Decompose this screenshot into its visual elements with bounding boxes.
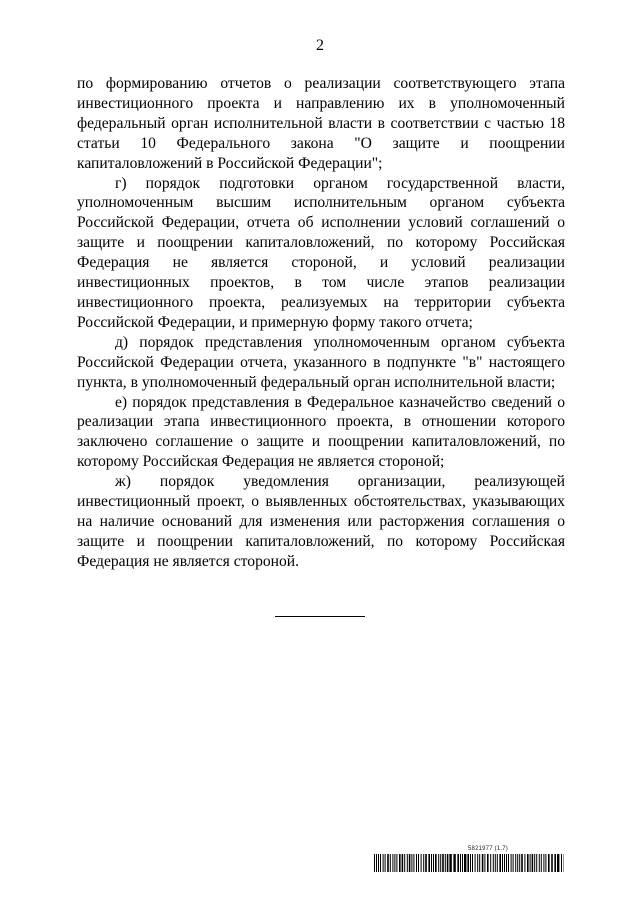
- paragraph-item-d: д) порядок представления уполномоченным органом субъекта Российской Федерации отчета, указанного в подпункте "в" настоящего пункта, в уполномоченный федеральный орган исполнительной власти;: [77, 333, 565, 391]
- barcode-bar: [449, 854, 451, 872]
- barcode-bar: [467, 854, 469, 872]
- paragraph-continuation: по формированию отчетов о реализации соответствующего этапа инвестиционного проекта и направлению их в уполномоченный федеральный орган исполнительной власти в соответствии с частью 18 статьи 10 Федерального закона "О защите и поощрении капиталовложений в Российской Федерации";: [77, 75, 565, 172]
- paragraph-item-g: г) порядок подготовки органом государственной власти, уполномоченным высшим исполнительным органом субъекта Российской Федерации, отчета об исполнении условий соглашений о защите и поощрении капиталовложений, по которому Российская Федерация не является стороной, и условий реализации инвестиционных проектов, в том числе этапов реализации инвестиционного проекта, реализуемых на территории субъекта Российской Федерации, и примерную форму такого отчета;: [77, 174, 565, 331]
- barcode-bar: [499, 854, 501, 872]
- barcode-bar: [462, 854, 463, 872]
- barcode-bar: [484, 854, 485, 872]
- barcode-bar: [385, 854, 386, 872]
- barcode-bar: [527, 854, 529, 872]
- barcode-bar: [477, 854, 478, 872]
- barcode-bar: [497, 854, 498, 872]
- barcode-bar: [425, 854, 427, 872]
- end-of-text-rule: [275, 616, 365, 617]
- barcode-bar: [409, 854, 411, 872]
- barcode-bar: [543, 854, 544, 872]
- barcode-bar: [541, 854, 542, 872]
- barcode-bar: [453, 854, 455, 872]
- barcode-bar: [502, 854, 503, 872]
- barcode-bar: [539, 854, 540, 872]
- barcode-bar: [421, 854, 422, 872]
- barcode-bar: [495, 854, 496, 872]
- barcode-bar: [482, 854, 484, 872]
- barcode-bar: [475, 854, 476, 872]
- barcode-bar: [431, 854, 432, 872]
- barcode-bar: [511, 854, 512, 872]
- barcode-bar: [515, 854, 516, 872]
- barcode-bar: [447, 854, 449, 872]
- barcode-bar: [402, 854, 404, 872]
- barcode-bar: [532, 854, 534, 872]
- barcode-bar: [524, 854, 525, 872]
- barcode-bar: [521, 854, 523, 872]
- barcode-bar: [387, 854, 389, 872]
- barcode-bar: [394, 854, 395, 872]
- paragraph-item-e: е) порядок представления в Федеральное казначейство сведений о реализации этапа инвестиционного проекта, в отношении которого заключено соглашение о защите и поощрении капиталовложений, по которому Российская Федерация не является стороной;: [77, 393, 565, 471]
- barcode-bar: [470, 854, 471, 872]
- barcode-bar: [506, 854, 507, 872]
- barcode-bar: [551, 854, 553, 872]
- barcode-bar: [404, 854, 405, 872]
- barcode-bar: [517, 854, 518, 872]
- barcode-bar: [435, 854, 437, 872]
- barcode-bar: [380, 854, 381, 872]
- barcode-bar: [423, 854, 424, 872]
- barcode-bar: [561, 854, 562, 872]
- barcode-bar: [554, 854, 556, 872]
- barcode-bar: [428, 854, 430, 872]
- barcode-bar: [504, 854, 505, 872]
- barcode-bar: [413, 854, 414, 872]
- page-number: 2: [316, 37, 324, 54]
- barcode: [374, 854, 564, 872]
- barcode-bar: [433, 854, 434, 872]
- barcode-bar: [418, 854, 419, 872]
- document-code: 5821977 (1.7): [468, 846, 508, 852]
- barcode-bar: [392, 854, 393, 872]
- barcode-bar: [513, 854, 514, 872]
- barcode-bar: [460, 854, 461, 872]
- barcode-bar: [374, 854, 375, 872]
- barcode-bar: [557, 854, 559, 872]
- barcode-bar: [376, 854, 377, 872]
- barcode-bar: [479, 854, 480, 872]
- paragraph-item-zh: ж) порядок уведомления организации, реализующей инвестиционный проект, о выявленных обстоятельствах, указывающих на наличие оснований для изменения или расторжения соглашения о защите и поощрении капиталовложений, по которому Российская Федерация не является стороной.: [77, 473, 565, 570]
- barcode-bar: [490, 854, 491, 872]
- barcode-bar: [445, 854, 446, 872]
- barcode-bar: [548, 854, 550, 872]
- barcode-bar: [438, 854, 439, 872]
- barcode-bar: [411, 854, 412, 872]
- barcode-bar: [399, 854, 401, 872]
- barcode-bar: [378, 854, 379, 872]
- barcode-bar: [407, 854, 408, 872]
- barcode-bar: [390, 854, 391, 872]
- barcode-bar: [440, 854, 441, 872]
- barcode-bar: [534, 854, 535, 872]
- barcode-bar: [396, 854, 397, 872]
- barcode-bar: [457, 854, 459, 872]
- barcode-bar: [383, 854, 384, 872]
- barcode-bar: [472, 854, 473, 872]
- barcode-bar: [519, 854, 520, 872]
- document-body: [77, 74, 565, 572]
- barcode-bar: [493, 854, 494, 872]
- barcode-bar: [416, 854, 417, 872]
- barcode-bar: [508, 854, 509, 872]
- barcode-bar: [530, 854, 531, 872]
- barcode-bar: [536, 854, 537, 872]
- barcode-bar: [464, 854, 466, 872]
- barcode-bar: [442, 854, 444, 872]
- barcode-bar: [545, 854, 546, 872]
- barcode-bar: [487, 854, 489, 872]
